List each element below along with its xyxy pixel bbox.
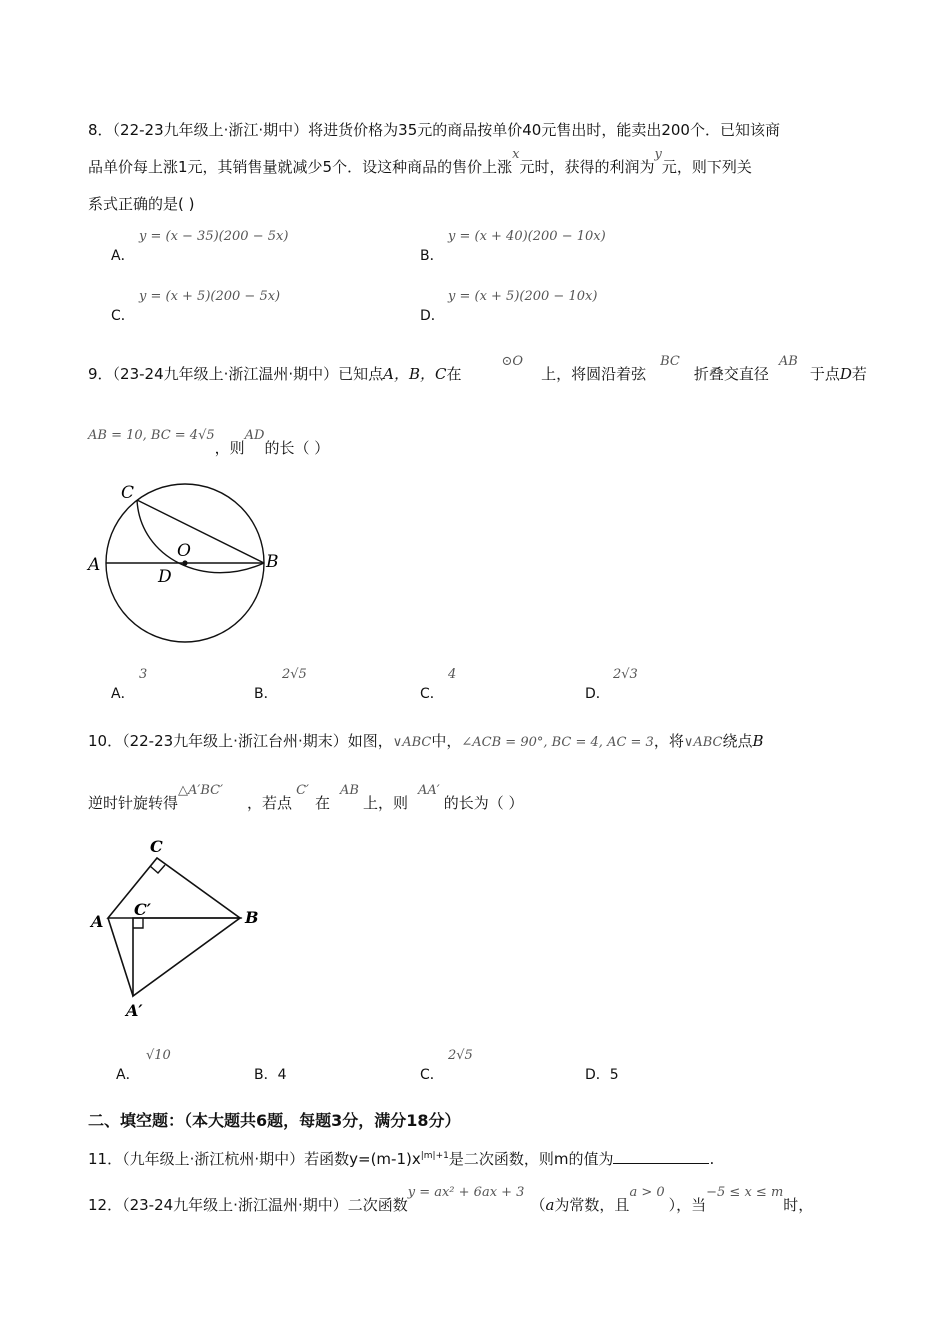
q9-label-a: A xyxy=(88,555,101,575)
q10-triangle-figure xyxy=(88,833,268,1023)
q9-option-c[interactable] xyxy=(420,667,457,703)
q9-segment-ad: AD xyxy=(244,428,265,443)
q10-option-a-expr: √10 xyxy=(146,1048,171,1063)
q10-label-cp: C′ xyxy=(134,900,151,919)
q10-option-d-label: D．5 xyxy=(585,1067,619,1083)
q10-text-2c: 在 xyxy=(314,794,330,812)
q8-line-3 xyxy=(88,194,194,214)
q9-option-c-label: C． xyxy=(420,686,444,702)
q10-text-2d: 上，则 xyxy=(362,794,408,812)
q9-option-b-label: B． xyxy=(254,686,278,702)
q10-option-c[interactable] xyxy=(420,1048,473,1084)
q12-function-expr: y = ax² + 6ax + 3 xyxy=(407,1185,525,1200)
q9-option-a-label: A． xyxy=(111,686,135,702)
q9-line-2 xyxy=(88,428,330,460)
q11-text-c: . xyxy=(709,1150,715,1168)
q9-label-c: C xyxy=(121,483,135,503)
q10-label-ap: A′ xyxy=(126,1001,143,1020)
q10-triangle: ∨ABC xyxy=(392,735,432,750)
q9-label-b: B xyxy=(266,552,279,572)
q9-option-d-expr: 2√3 xyxy=(613,667,638,682)
q8-text-1: 8．（22-23九年级上·浙江·期中）将进货价格为35元的商品按单价40元售出时，能卖出200个．已知该商 xyxy=(88,121,780,139)
q8-option-d[interactable] xyxy=(420,289,598,325)
q10-option-c-expr: 2√5 xyxy=(448,1048,473,1063)
q8-text-2c: 元，则下列关 xyxy=(661,158,752,176)
q8-line-2 xyxy=(88,147,752,179)
q10-line-1 xyxy=(88,731,764,753)
q9-option-b-expr: 2√5 xyxy=(282,667,307,682)
q9-point-d: D xyxy=(839,365,852,383)
q10-line-2 xyxy=(88,783,524,815)
q12-text-c: 为常数，且 xyxy=(554,1196,630,1214)
section-2-heading: 二、填空题：（本大题共6题，每题3分，满分18分） xyxy=(88,1111,461,1130)
q8-option-d-label: D． xyxy=(420,308,445,324)
q9-option-b[interactable] xyxy=(254,667,307,703)
q11-text-b: 是二次函数，则m的值为 xyxy=(448,1150,614,1168)
q10-triangle-rotated: △A′BC′ xyxy=(178,783,224,798)
q9-option-d[interactable] xyxy=(585,667,638,703)
q10-label-a: A xyxy=(91,912,104,931)
q11-exponent: |m|+1 xyxy=(420,1151,449,1161)
q8-option-b-label: B． xyxy=(420,248,444,264)
q10-right-angle-cp xyxy=(133,918,143,928)
q9-text-1e: 于点 xyxy=(809,365,840,383)
q8-text-2a: 品单价每上涨1元，其销售量就减少5个．设这种商品的售价上涨 xyxy=(88,158,513,176)
q8-option-b-expr: y = (x + 40)(200 − 10x) xyxy=(448,229,606,244)
q9-circle-o: ⊙O xyxy=(501,354,524,369)
q11-text-a: 11．（九年级上·浙江杭州·期中）若函数y=(m-1)x xyxy=(88,1150,421,1168)
q8-text-2b: 元时，获得的利润为 xyxy=(519,158,655,176)
q9-line-1 xyxy=(88,354,867,386)
q9-text-2a: ，则 xyxy=(214,439,245,457)
q9-chord-bc: BC xyxy=(660,354,680,369)
q10-condition: ∠ACB = 90°, BC = 4, AC = 3 xyxy=(461,735,654,750)
q12-text-e: 时， xyxy=(783,1196,814,1214)
q9-text-1d: 折叠交直径 xyxy=(693,365,769,383)
q10-text-2b: ，若点 xyxy=(247,794,293,812)
q9-chord-line xyxy=(137,500,264,563)
q10-triangle-apbcp xyxy=(133,918,240,996)
q8-option-d-expr: y = (x + 5)(200 − 10x) xyxy=(448,289,598,304)
q10-segment-aa: AA′ xyxy=(417,783,440,798)
q10-option-b-label: B．4 xyxy=(254,1067,287,1083)
q9-condition: AB = 10, BC = 4√5 xyxy=(88,428,215,443)
q9-text-1c: 上，将圆沿着弦 xyxy=(541,365,647,383)
q8-option-a-label: A． xyxy=(111,248,135,264)
q12-line xyxy=(88,1185,814,1217)
q8-option-c-expr: y = (x + 5)(200 − 5x) xyxy=(139,289,281,304)
q8-option-b[interactable] xyxy=(420,229,606,265)
q8-option-a-expr: y = (x − 35)(200 − 5x) xyxy=(139,229,289,244)
q9-text-1f: 若 xyxy=(851,365,867,383)
q9-points: A，B，C xyxy=(383,365,447,383)
q12-text-b: （ xyxy=(530,1196,546,1214)
q10-segment-ab: AB xyxy=(339,783,359,798)
q10-label-b: B xyxy=(245,908,259,927)
q10-text-1c: ，将 xyxy=(653,732,684,750)
q12-cond-range: −5 ≤ x ≤ m xyxy=(706,1185,784,1200)
q9-label-d: D xyxy=(158,567,172,587)
q10-triangle-2: ∨ABC xyxy=(683,735,723,750)
q8-option-c-label: C． xyxy=(111,308,135,324)
q12-text-a: 12．（23-24九年级上·浙江温州·期中）二次函数 xyxy=(88,1196,408,1214)
q10-right-angle-c xyxy=(150,865,165,873)
q9-text-1a: 9．（23-24九年级上·浙江温州·期中）已知点 xyxy=(88,365,384,383)
q9-text-1b: 在 xyxy=(446,365,462,383)
q9-option-d-label: D． xyxy=(585,686,610,702)
q10-triangle-abc xyxy=(108,858,240,918)
q11-answer-blank[interactable] xyxy=(613,1149,709,1164)
q9-label-o: O xyxy=(177,541,191,561)
q10-option-d[interactable] xyxy=(585,1064,619,1084)
q9-option-c-expr: 4 xyxy=(448,667,457,682)
q10-option-c-label: C． xyxy=(420,1067,444,1083)
q9-text-2b: 的长（ ） xyxy=(264,439,330,457)
q10-option-b[interactable] xyxy=(254,1064,287,1084)
q8-option-c[interactable] xyxy=(111,289,281,325)
q10-option-a-label: A． xyxy=(116,1067,140,1083)
q9-circle-figure xyxy=(85,478,285,653)
q10-option-a[interactable] xyxy=(116,1048,171,1084)
q10-text-1b: 中， xyxy=(431,732,462,750)
q11-line xyxy=(88,1146,714,1169)
q9-diameter-ab: AB xyxy=(778,354,798,369)
q8-option-a[interactable] xyxy=(111,229,289,265)
q10-text-2e: 的长为（ ） xyxy=(443,794,524,812)
q10-text-1a: 10．（22-23九年级上·浙江台州·期末）如图， xyxy=(88,732,393,750)
q9-center-dot xyxy=(182,560,187,565)
q10-text-1d: 绕点 xyxy=(722,732,753,750)
q12-cond-a: a > 0 xyxy=(629,1185,665,1200)
q12-var-a: a xyxy=(545,1196,555,1214)
q10-point-cp: C′ xyxy=(296,783,309,798)
q10-segment-aap-line xyxy=(108,918,133,996)
q8-var-x: x xyxy=(512,147,520,162)
q8-line-1 xyxy=(88,120,780,140)
q12-text-d: ），当 xyxy=(668,1196,707,1214)
q10-point-b: B xyxy=(752,732,764,750)
q10-text-2a: 逆时针旋转得 xyxy=(88,794,179,812)
q10-label-c: C xyxy=(150,837,163,856)
q9-option-a-expr: 3 xyxy=(139,667,148,682)
q9-option-a[interactable] xyxy=(111,667,148,703)
q8-var-y: y xyxy=(654,147,662,162)
q8-text-3: 系式正确的是( ) xyxy=(88,195,195,213)
